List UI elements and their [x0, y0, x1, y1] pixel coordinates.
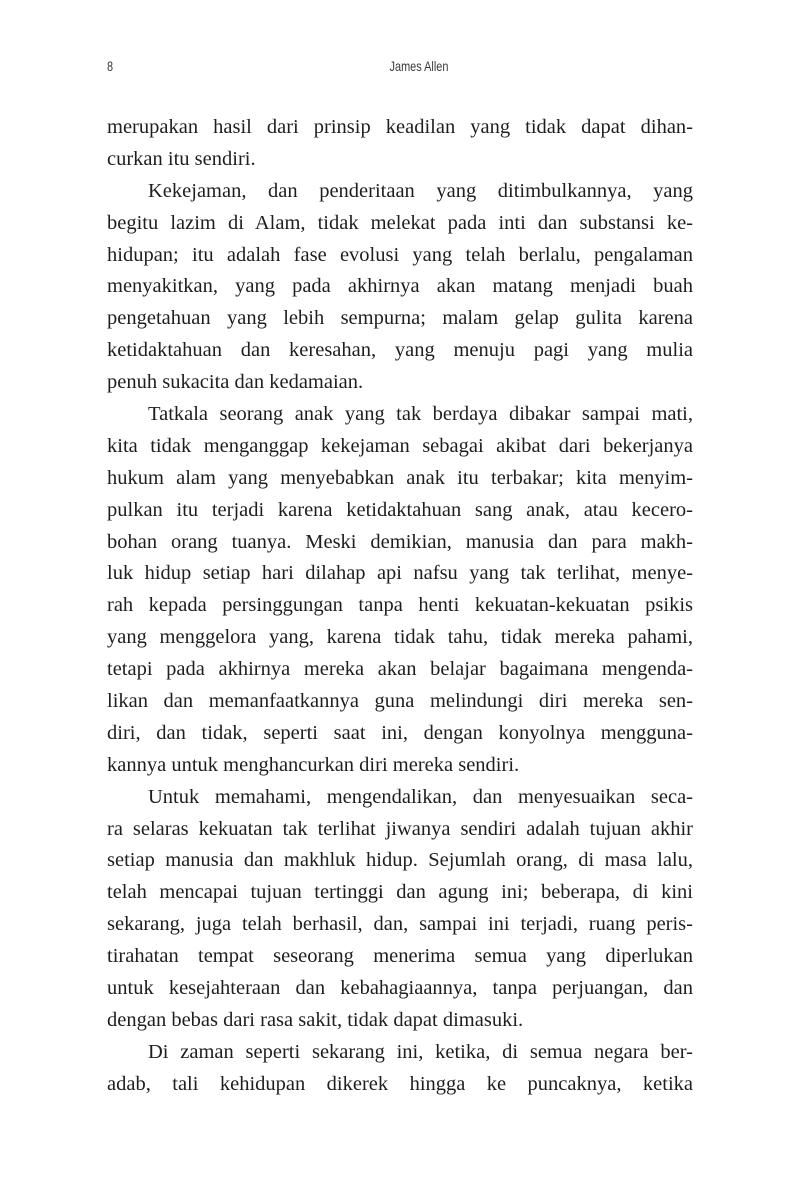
paragraph [107, 1037, 693, 1101]
paragraph [107, 782, 693, 1037]
text-line: ra selaras kekuatan tak terlihat jiwanya sendiri adalah tujuan akhir [107, 817, 693, 840]
text-line: Di zaman seperti sekarang ini, ketika, di semua negara ber- [148, 1040, 693, 1063]
text-line: Untuk memahami, mengendalikan, dan menyesuaikan seca- [148, 785, 693, 808]
text-line: rah kepada persinggungan tanpa henti kekuatan-kekuatan psikis [107, 594, 693, 617]
text-line: luk hidup setiap hari dilahap api nafsu yang tak terlihat, menye- [107, 562, 693, 585]
paragraph [107, 112, 693, 176]
body-text [107, 112, 693, 1101]
text-line: hidupan; itu adalah fase evolusi yang telah berlalu, pengalaman [107, 243, 693, 266]
text-line: pengetahuan yang lebih sempurna; malam gelap gulita karena [107, 307, 693, 330]
text-line: hukum alam yang menyebabkan anak itu terbakar; kita menyim- [107, 466, 693, 489]
page-number: 8 [107, 58, 114, 74]
text-line: untuk kesejahteraan dan kebahagiaannya, tanpa perjuangan, dan [107, 977, 693, 1000]
running-head-author: James Allen [389, 58, 449, 74]
text-line: dengan bebas dari rasa sakit, tidak dapat dimasuki. [107, 1008, 524, 1031]
text-line: curkan itu sendiri. [107, 147, 256, 170]
text-line: tetapi pada akhirnya mereka akan belajar bagaimana mengenda- [107, 658, 693, 681]
text-line: pulkan itu terjadi karena ketidaktahuan sang anak, atau kecero- [107, 498, 693, 521]
text-line: begitu lazim di Alam, tidak melekat pada inti dan substansi ke- [107, 211, 693, 234]
text-line: adab, tali kehidupan dikerek hingga ke puncaknya, ketika [107, 1072, 693, 1095]
text-line: yang menggelora yang, karena tidak tahu, tidak mereka pahami, [107, 626, 693, 649]
text-line: Tatkala seorang anak yang tak berdaya dibakar sampai mati, [148, 403, 693, 426]
text-line: bohan orang tuanya. Meski demikian, manusia dan para makh- [107, 530, 693, 553]
page-header [107, 58, 564, 82]
text-line: menyakitkan, yang pada akhirnya akan matang menjadi buah [107, 275, 693, 298]
text-line: diri, dan tidak, seperti saat ini, dengan konyolnya mengguna- [107, 721, 693, 744]
text-line: setiap manusia dan makhluk hidup. Sejumlah orang, di masa lalu, [107, 849, 693, 872]
text-line: kannya untuk menghancurkan diri mereka sendiri. [107, 753, 520, 776]
text-line: sekarang, juga telah berhasil, dan, sampai ini terjadi, ruang peris- [107, 913, 693, 936]
text-line: telah mencapai tujuan tertinggi dan agung ini; beberapa, di kini [107, 881, 693, 904]
paragraph [107, 399, 693, 782]
text-line: tirahatan tempat seseorang menerima semua yang diperlukan [107, 945, 693, 968]
text-line: kita tidak menganggap kekejaman sebagai akibat dari bekerjanya [107, 434, 693, 457]
text-line: ketidaktahuan dan keresahan, yang menuju pagi yang mulia [107, 339, 693, 362]
text-line: penuh sukacita dan kedamaian. [107, 371, 364, 394]
text-line: Kekejaman, dan penderitaan yang ditimbulkannya, yang [148, 179, 693, 202]
text-line: likan dan memanfaatkannya guna melindungi diri mereka sen- [107, 690, 693, 713]
paragraph [107, 176, 693, 399]
text-line: merupakan hasil dari prinsip keadilan yang tidak dapat dihan- [107, 116, 693, 138]
